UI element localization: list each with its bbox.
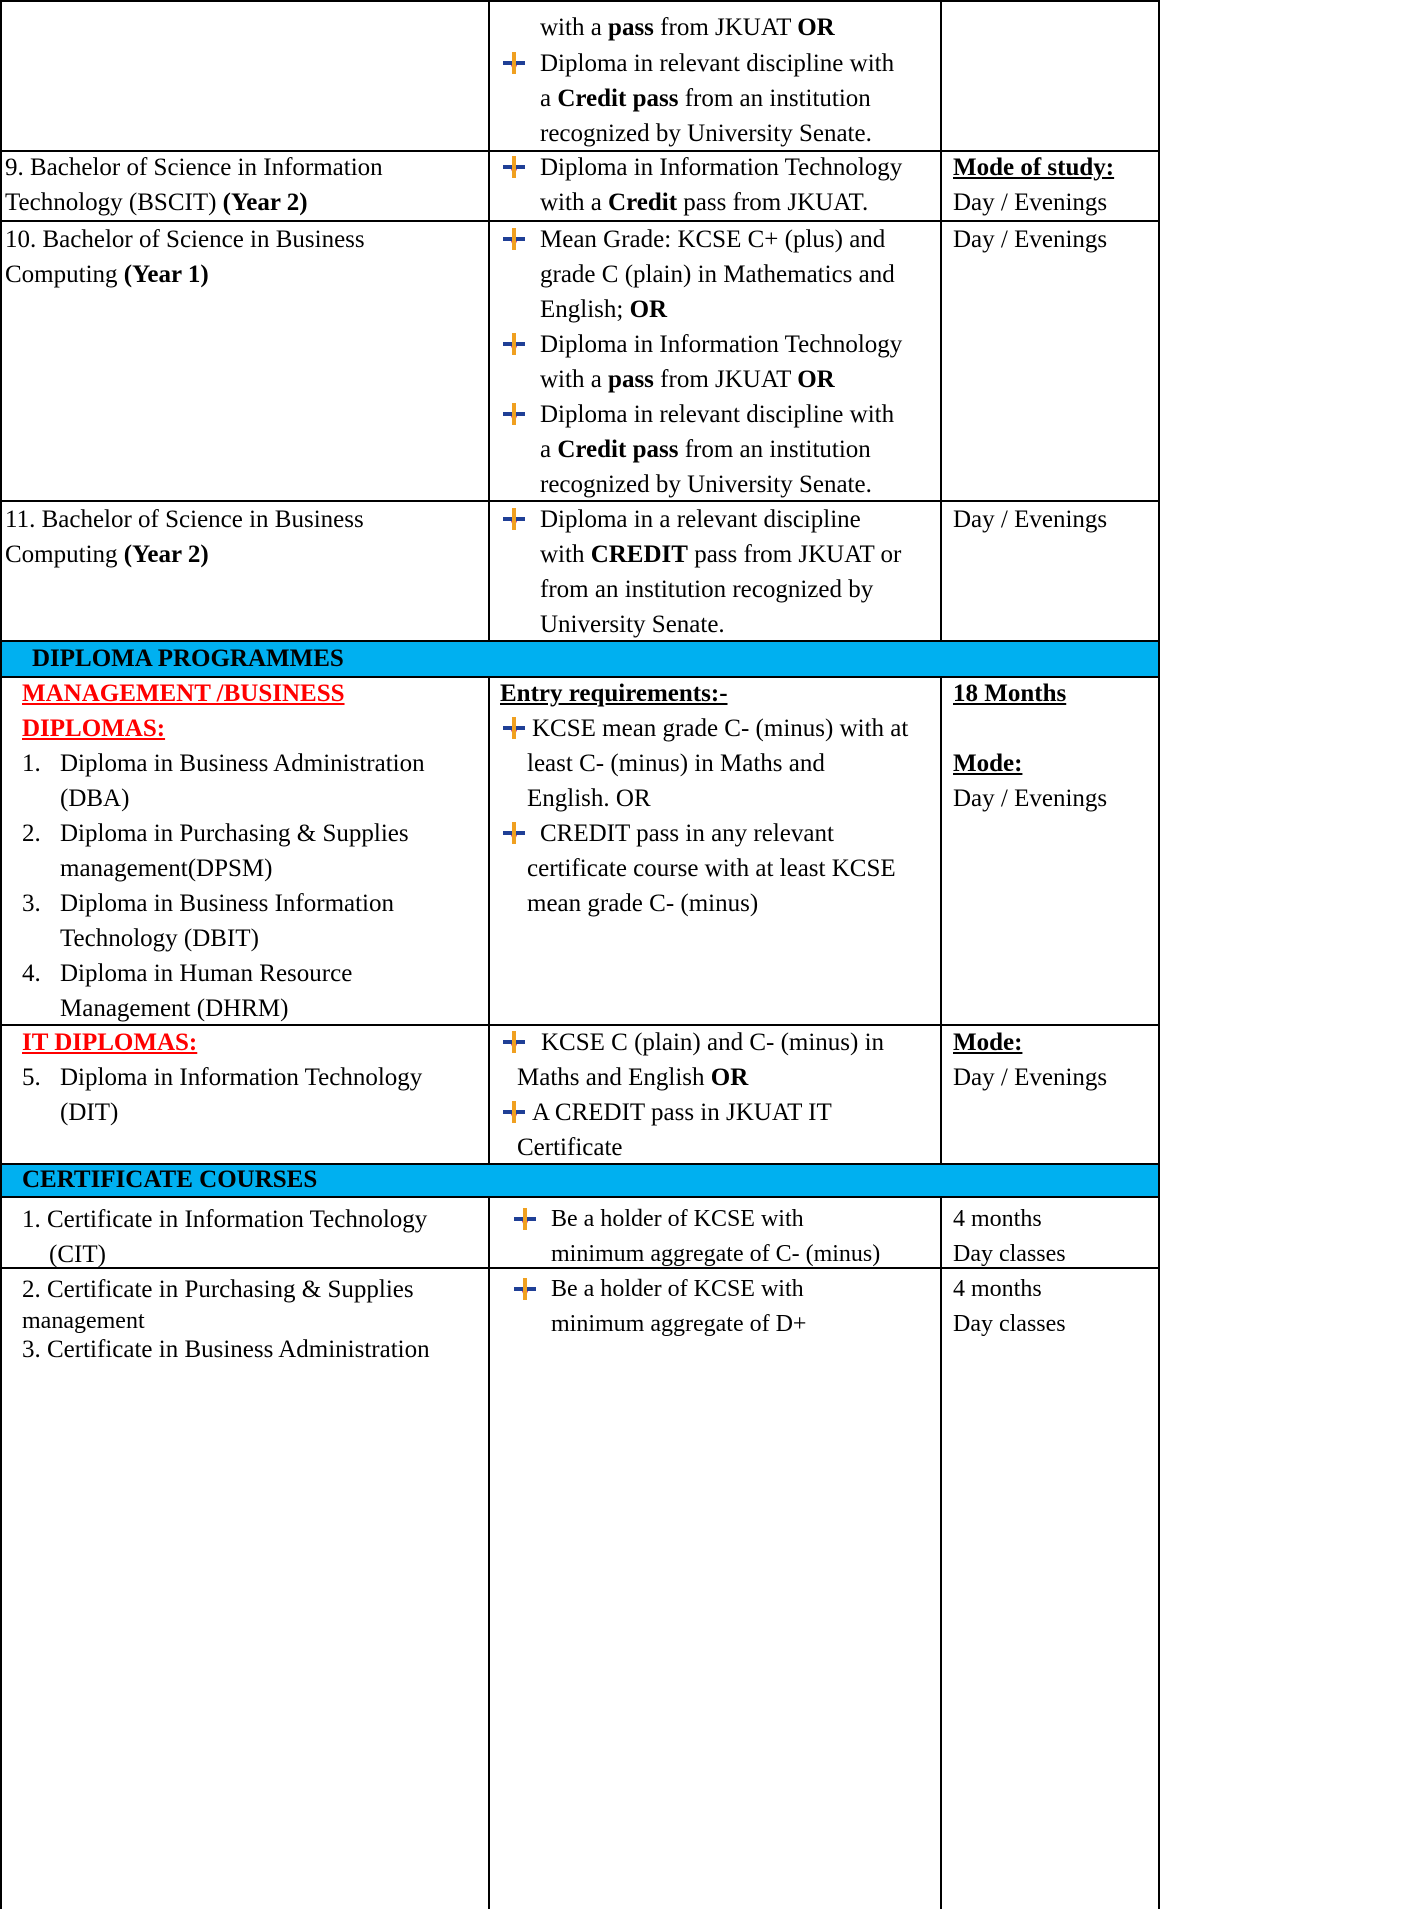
requirement-line: CREDIT pass in any relevant [540, 820, 834, 847]
list-item-number: 2. [22, 820, 41, 847]
category-heading: IT DIPLOMAS: [22, 1029, 198, 1056]
programme-name: Computing (Year 1) [5, 261, 209, 288]
requirement-line: certificate course with at least KCSE [527, 855, 896, 882]
bullet-icon [503, 52, 525, 74]
requirement-line: recognized by University Senate. [540, 120, 872, 147]
requirement-line: Diploma in a relevant discipline [540, 506, 861, 533]
list-item: management(DPSM) [60, 855, 273, 882]
mode-label: Mode: [953, 750, 1023, 777]
table-rule [940, 676, 942, 1163]
list-item-number: 1. [22, 750, 41, 777]
requirement-line: Diploma in Information Technology [540, 154, 903, 181]
requirement-line: a Credit pass from an institution [540, 85, 871, 112]
mode-value: Day classes [953, 1241, 1066, 1267]
bullet-icon [503, 228, 525, 250]
requirement-line: Mean Grade: KCSE C+ (plus) and [540, 226, 886, 253]
mode-label: Mode of study: [953, 154, 1115, 181]
requirement-line: English; OR [540, 296, 668, 323]
programme-name: 9. Bachelor of Science in Information [5, 154, 383, 181]
section-heading: DIPLOMA PROGRAMMES [32, 645, 344, 672]
requirement-line: Diploma in relevant discipline with [540, 401, 895, 428]
requirement-line: Be a holder of KCSE with [551, 1206, 804, 1232]
bullet-icon [503, 508, 525, 530]
requirement-line: A CREDIT pass in JKUAT IT [532, 1099, 832, 1126]
duration-value: 4 months [953, 1206, 1042, 1232]
section-heading: CERTIFICATE COURSES [22, 1166, 318, 1193]
requirement-line: with a pass from JKUAT OR [540, 14, 835, 41]
bullet-icon [514, 1208, 536, 1230]
requirement-line: Diploma in Information Technology [540, 331, 903, 358]
programme-name: 1. Certificate in Information Technology [22, 1206, 428, 1233]
table-rule [1158, 0, 1160, 1909]
table-rule [940, 0, 942, 640]
requirement-line: Diploma in relevant discipline with [540, 50, 895, 77]
bullet-icon [503, 1101, 525, 1123]
list-item: Management (DHRM) [60, 995, 289, 1022]
requirement-line: with CREDIT pass from JKUAT or [540, 541, 902, 568]
bullet-icon [503, 717, 525, 739]
programme-name: 11. Bachelor of Science in Business [5, 506, 364, 533]
entry-requirements-heading: Entry requirements:- [500, 680, 728, 707]
programme-name: 10. Bachelor of Science in Business [5, 226, 365, 253]
mode-value: Day / Evenings [953, 189, 1108, 216]
list-item: Technology (DBIT) [60, 925, 259, 952]
requirement-line: KCSE mean grade C- (minus) with at [532, 715, 909, 742]
bullet-icon [503, 822, 525, 844]
list-item: (DBA) [60, 785, 130, 812]
programme-name: Computing (Year 2) [5, 541, 209, 568]
mode-value: Day / Evenings [953, 785, 1108, 812]
requirement-line: Maths and English OR [517, 1064, 749, 1091]
requirement-line: recognized by University Senate. [540, 471, 872, 498]
list-item-number: 3. [22, 890, 41, 917]
duration-value: 4 months [953, 1276, 1042, 1302]
bullet-icon [503, 156, 525, 178]
requirement-line: Certificate [517, 1134, 623, 1161]
list-item-number: 4. [22, 960, 41, 987]
category-heading: MANAGEMENT /BUSINESS [22, 680, 345, 707]
requirement-line: with a Credit pass from JKUAT. [540, 189, 869, 216]
list-item: Diploma in Human Resource [60, 960, 353, 987]
mode-value: Day / Evenings [953, 1064, 1108, 1091]
category-heading: DIPLOMAS: [22, 715, 166, 742]
requirement-line: minimum aggregate of D+ [551, 1311, 807, 1337]
bullet-icon [503, 333, 525, 355]
mode-value: Day classes [953, 1311, 1066, 1337]
table-rule [488, 676, 490, 1163]
list-item: Diploma in Purchasing & Supplies [60, 820, 409, 847]
list-item-number: 5. [22, 1064, 41, 1091]
programme-name: management [22, 1308, 145, 1334]
table-rule [488, 0, 490, 640]
list-item: Diploma in Information Technology [60, 1064, 423, 1091]
requirement-line: grade C (plain) in Mathematics and [540, 261, 895, 288]
mode-label: Mode: [953, 1029, 1023, 1056]
mode-value: Day / Evenings [953, 506, 1108, 533]
requirement-line: from an institution recognized by [540, 576, 874, 603]
requirement-line: a Credit pass from an institution [540, 436, 871, 463]
list-item: Diploma in Business Administration [60, 750, 425, 777]
bullet-icon [503, 403, 525, 425]
programme-name: 2. Certificate in Purchasing & Supplies [22, 1276, 414, 1303]
programme-name: 3. Certificate in Business Administration [22, 1336, 430, 1363]
requirement-line: mean grade C- (minus) [527, 890, 759, 917]
requirement-line: KCSE C (plain) and C- (minus) in [541, 1029, 885, 1056]
requirement-line: Be a holder of KCSE with [551, 1276, 804, 1302]
table-rule [488, 1196, 490, 1909]
list-item: (DIT) [60, 1099, 119, 1126]
list-item: Diploma in Business Information [60, 890, 394, 917]
requirement-line: University Senate. [540, 611, 725, 638]
table-rule [0, 0, 2, 1909]
requirement-line: English. OR [527, 785, 651, 812]
requirement-line: minimum aggregate of C- (minus) [551, 1241, 881, 1267]
requirement-line: least C- (minus) in Maths and [527, 750, 825, 777]
requirement-line: with a pass from JKUAT OR [540, 366, 835, 393]
table-rule [940, 1196, 942, 1909]
programme-name: Technology (BSCIT) (Year 2) [5, 189, 308, 216]
duration-label: 18 Months [953, 680, 1067, 707]
bullet-icon [514, 1278, 536, 1300]
programme-name: (CIT) [49, 1241, 106, 1268]
bullet-icon [503, 1031, 525, 1053]
mode-value: Day / Evenings [953, 226, 1108, 253]
table-rule [0, 0, 1160, 2]
